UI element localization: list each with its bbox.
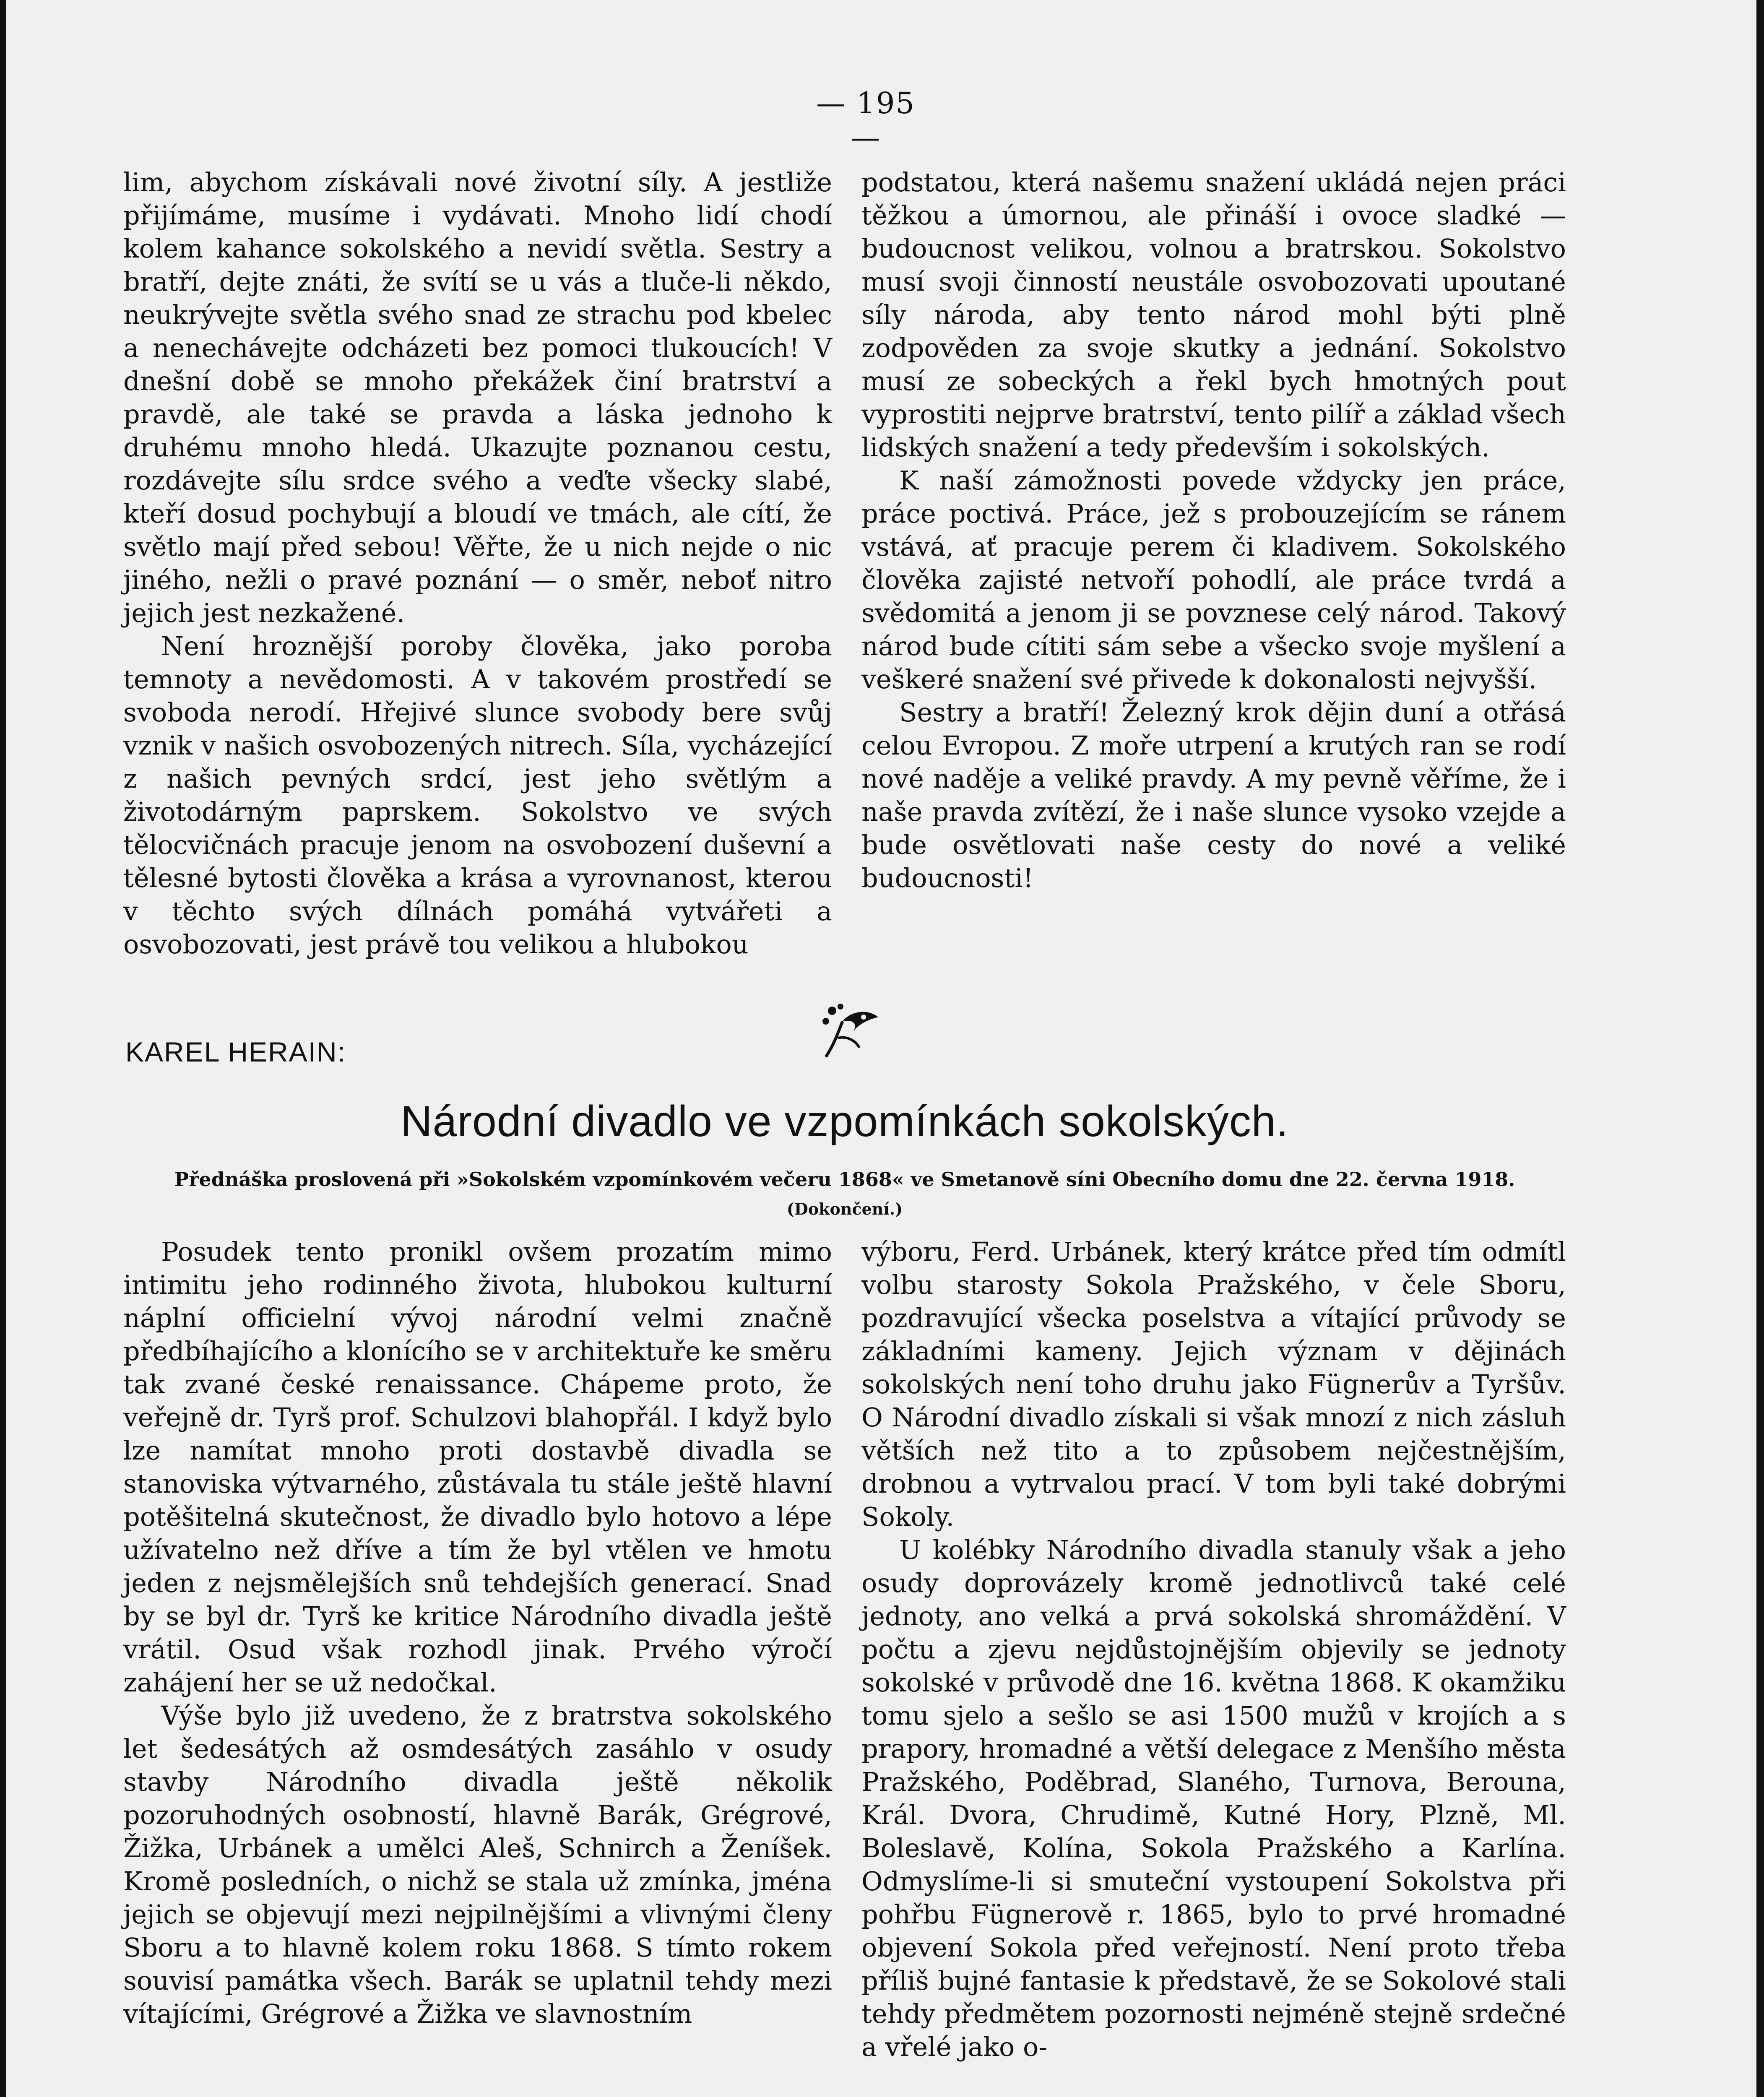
- paragraph: Posudek tento pronikl ovšem prozatím mimo intimitu jeho rodinného života, hlubokou kulturní náplní officielní vývoj národní velmi značně předbíhajícího a klonícího se v architektuře ke směru tak zvané české renaissance. Chápeme proto, že veřejně dr. Tyrš prof. Schulzovi blahopřál. I když bylo lze namítat mnoho proti dostavbě divadla se stanoviska výtvarného, zůstávala tu stále ještě hlavní potěšitelná skutečnost, že divadlo bylo hotovo a lépe užívatelno než dříve a tím že byl vtělen ve hmotu jeden z nejsmělejších snů tehdejších generací. Snad by se byl dr. Tyrš ke kritice Národního divadla ještě vrátil. Osud však rozhodl jinak. Prvého výročí zahájení her se už nedočkal.: [123, 1236, 832, 1698]
- top-left-column: [123, 166, 832, 961]
- article-subtitle: Přednáška proslovená při »Sokolském vzpomínkovém večeru 1868« ve Smetanově síni Obecního domu dne 22. června 1918.: [174, 1168, 1515, 1191]
- floral-ornament-icon: [817, 998, 885, 1061]
- paragraph: výboru, Ferd. Urbánek, který krátce před tím odmítl volbu starosty Sokola Pražského, v čele Sboru, pozdravující všecka poselstva a vítající průvody se základními kameny. Jejich význam v dějinách sokolských není toho druhu jako Fügnerův a Tyršův. O Národní divadlo získali si však mnozí z nich zásluh větších než tito a to způsobem nejčestnějším, drobnou a vytrvalou prací. V tom byli také dobrými Sokoly.: [861, 1236, 1566, 1532]
- paragraph: K naší zámožnosti povede vždycky jen práce, práce poctivá. Práce, jež s probouzejícím se ránem vstává, ať pracuje perem či kladivem. Sokolského člověka zajisté netvoří pohodlí, ale práce tvrdá a svědomitá a jenom ji se povznese celý národ. Takový národ bude cítiti sám sebe a všecko svoje myšlení a veškeré snažení své přivede k dokonalosti nejvyšší.: [861, 465, 1566, 695]
- continued-note: (Dokončení.): [786, 1199, 903, 1218]
- author-name: KAREL HERAIN:: [125, 1036, 346, 1067]
- top-right-column: [861, 166, 1566, 895]
- paragraph: Výše bylo již uvedeno, že z bratrstva sokolského let šedesátých až osmdesátých zasáhlo v osudy stavby Národního divadla ještě několik pozoruhodných osobností, hlavně Barák, Grégrové, Žižka, Urbánek a umělci Aleš, Schnirch a Ženíšek. Kromě posledních, o nichž se stala už zmínka, jména jejich se objevují mezi nejpilnějšími a vlivnými členy Sboru a to hlavně kolem roku 1868. S tímto rokem souvisí památka všech. Barák se uplatnil tehdy mezi vítajícími, Grégrové a Žižka ve slavnostním: [123, 1700, 832, 2029]
- paragraph: podstatou, která našemu snažení ukládá nejen práci těžkou a úmornou, ale přináší i ovoce sladké — budoucnost velikou, volnou a bratrskou. Sokolstvo musí svoji činností neustále osvobozovati upoutané síly národa, aby tento národ mohl býti plně zodpověden za svoje skutky a jednání. Sokolstvo musí ze sobeckých a řekl bych hmotných pout vyprostiti nejprve bratrství, tento pilíř a základ všech lidských snažení a tedy především i sokolských.: [861, 167, 1566, 463]
- article-title: Národní divadlo ve vzpomínkách sokolských.: [401, 1097, 1289, 1146]
- bottom-right-column: [861, 1235, 1566, 2063]
- page-number: — 195 —: [816, 86, 915, 155]
- paragraph: lim, abychom získávali nové životní síly. A jestliže přijímáme, musíme i vydávati. Mnoho lidí chodí kolem kahance sokolského a nevidí světla. Sestry a bratří, dejte znáti, že svítí se u vás a tluče-li někdo, neukrývejte světla svého snad ze strachu pod kbelec a nenechávejte odcházeti bez pomoci tlukoucích! V dnešní době se mnoho překážek činí bratrství a pravdě, ale také se pravda a láska jednoho k druhému mnoho hledá. Ukazujte poznanou cestu, rozdávejte sílu srdce svého a veďte všecky slabé, kteří dosud pochybují a bloudí ve tmách, ale cítí, že světlo mají před sebou! Věřte, že u nich nejde o nic jiného, nežli o pravé poznání — o směr, neboť nitro jejich jest nezkažené.: [123, 167, 832, 628]
- paragraph: Sestry a bratří! Železný krok dějin duní a otřásá celou Evropou. Z moře utrpení a krutých ran se rodí nové naděje a veliké pravdy. A my pevně věříme, že i naše pravda zvítězí, že i naše slunce vysoko vzejde a bude osvětlovati naše cesty do nové a veliké budoucnosti!: [861, 697, 1566, 893]
- paragraph: U kolébky Národního divadla stanuly však a jeho osudy doprovázely kromě jednotlivců také celé jednoty, ano velká a prvá sokolská shromáždění. V počtu a zjevu nejdůstojnějším objevily se jednoty sokolské v průvodě dne 16. května 1868. K okamžiku tomu sjelo a sešlo se asi 1500 mužů v krojích a s prapory, hromadné a větší delegace z Menšího města Pražského, Poděbrad, Slaného, Turnova, Berouna, Král. Dvora, Chrudimě, Kutné Hory, Plzně, Ml. Boleslavě, Kolína, Sokola Pražského a Karlína. Odmyslíme-li si smuteční vystoupení Sokolstva při pohřbu Fügnerově r. 1865, bylo to prvé hromadné objevení Sokola před veřejností. Není proto třeba příliš bujné fantasie k představě, že se Sokolové stali tehdy předmětem pozornosti nejméně stejně srdečné a vřelé jako o-: [861, 1535, 1566, 2062]
- bottom-left-column: [123, 1235, 832, 2030]
- paragraph: Není hroznější poroby člověka, jako poroba temnoty a nevědomosti. A v takovém prostředí se svoboda nerodí. Hřejivé slunce svobody bere svůj vznik v našich osvobozených nitrech. Síla, vycházející z našich pevných srdcí, jest jeho světlým a životodárným paprskem. Sokolstvo ve svých tělocvičnách pracuje jenom na osvobození duševní a tělesné bytosti člověka a krása a vyrovnanost, kterou v těchto svých dílnách pomáhá vytvářeti a osvobozovati, jest právě tou velikou a hlubokou: [123, 631, 832, 960]
